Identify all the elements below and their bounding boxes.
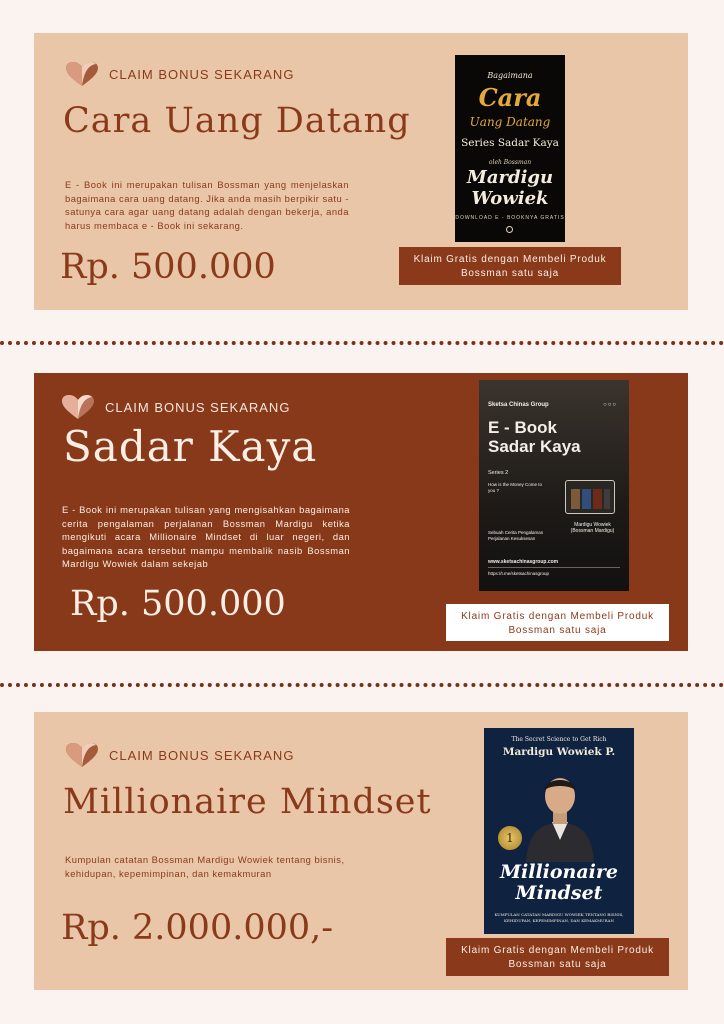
bonus-description: Kumpulan catatan Bossman Mardigu Wowiek tentang bisnis, kehidupan, kepemimpinan, dan kemakmuran — [65, 854, 345, 879]
cover-author: Mardigu Wowiek P. — [502, 746, 616, 758]
bonus-price: Rp. 2.000.000,- — [61, 908, 334, 948]
cover-author-sub: (Bossman Mardigu) — [570, 528, 615, 534]
heart-icon — [65, 742, 99, 768]
claim-free-button[interactable]: Klaim Gratis dengan Membeli Produk Bossman satu saja — [446, 938, 669, 976]
mini-book-image — [571, 489, 580, 509]
dots-icon: ○○○ — [603, 402, 617, 408]
dotted-divider — [0, 341, 724, 345]
cover-footer: DOWNLOAD E - BOOKNYA GRATIS — [455, 215, 565, 221]
cover-author — [565, 522, 620, 534]
claim-row — [65, 742, 294, 768]
mini-book-image — [593, 489, 602, 509]
bonus-card-millionaire-mindset — [34, 712, 688, 990]
bonus-price: Rp. 500.000 — [70, 584, 286, 624]
mini-book-image — [604, 489, 610, 509]
cover-telegram: https://t.me/sketsachinasgroup — [488, 571, 550, 576]
cover-title-line: Mindset — [515, 882, 603, 904]
bonus-title: Millionaire Mindset — [63, 782, 432, 822]
cover-brand: Sketsa Chinas Group — [488, 402, 549, 408]
bonus-description: E - Book ini merupakan tulisan Bossman yang menjelaskan bagaimana cara uang datang. Jika anda masih berpikir satu - satunya cara agar uang datang adalah dengan bekerja, anda harus membaca e - Book ini sekarang. — [65, 179, 349, 231]
cover-divider — [488, 567, 620, 568]
author-portrait-image — [522, 762, 598, 862]
cover-by: oleh Bossman — [488, 159, 532, 166]
circle-icon — [506, 226, 513, 233]
claim-bonus-label: CLAIM BONUS SEKARANG — [109, 747, 295, 763]
heart-icon — [61, 394, 95, 420]
cover-author-line: Wowiek — [471, 188, 549, 209]
cover-title-line: E - Book — [488, 418, 557, 437]
bonus-card-sadar-kaya — [34, 373, 688, 651]
cover-title-line: Sadar Kaya — [488, 437, 581, 456]
cover-series: Series 2 — [488, 470, 509, 476]
dotted-divider — [0, 683, 724, 687]
heart-icon — [65, 61, 99, 87]
cover-line: Bagaimana — [487, 71, 533, 80]
book-cover-millionaire-mindset — [484, 728, 634, 934]
cover-tagline: The Secret Science to Get Rich — [511, 736, 607, 743]
cover-title-line: Millionaire — [499, 861, 619, 883]
bonus-description: E - Book ini merupakan tulisan yang mengisahkan bagaimana cerita pengalaman perjalanan Bossman Mardigu ketika mengikuti acara Millionaire Mindset di luar negeri, dan bagaimana acara tersebut mampu membalik nasib Bossman Mardigu Wowiek dalam sekejab — [62, 504, 350, 569]
claim-row — [61, 394, 290, 420]
award-badge-icon: 1 — [498, 826, 522, 850]
cover-subtitle: KUMPULAN CATATAN MARDIGU WOWIEK TENTANG BISNIS, KEHIDUPAN, KEPEMIMPINAN, DAN KEMAKMURAN — [494, 912, 624, 923]
cover-website: www.sketsachinasgroup.com — [488, 559, 559, 565]
cover-question: How is the Money Come to you ? — [488, 482, 543, 493]
claim-bonus-label: CLAIM BONUS SEKARANG — [109, 66, 295, 82]
book-cover-cara-uang-datang — [455, 55, 565, 242]
claim-free-button[interactable]: Klaim Gratis dengan Membeli Produk Bossman satu saja — [399, 247, 621, 285]
cover-title — [484, 862, 634, 904]
mini-books-image — [565, 480, 615, 514]
cover-title — [488, 418, 581, 456]
claim-free-button[interactable]: Klaim Gratis dengan Membeli Produk Bossman satu saja — [446, 604, 669, 641]
bonus-title: Cara Uang Datang — [63, 101, 411, 141]
claim-row — [65, 61, 294, 87]
bonus-title: Sadar Kaya — [63, 422, 318, 471]
cover-series: Series Sadar Kaya — [461, 137, 559, 149]
claim-bonus-label: CLAIM BONUS SEKARANG — [105, 399, 291, 415]
cover-author-line: Mardigu — [466, 167, 554, 188]
book-cover-sadar-kaya — [479, 380, 629, 591]
bonus-price: Rp. 500.000 — [60, 247, 276, 287]
cover-line: Uang Datang — [469, 115, 551, 129]
cover-subtitle: Sebuah Cerita Pengalaman Perjalanan Kesuksesan — [488, 530, 544, 541]
cover-line: Cara — [478, 83, 542, 112]
mini-book-image — [582, 489, 591, 509]
cover-author-name: Mardigu Wowiek — [574, 522, 611, 528]
bonus-card-cara-uang-datang — [34, 33, 688, 310]
cover-author — [455, 167, 565, 209]
